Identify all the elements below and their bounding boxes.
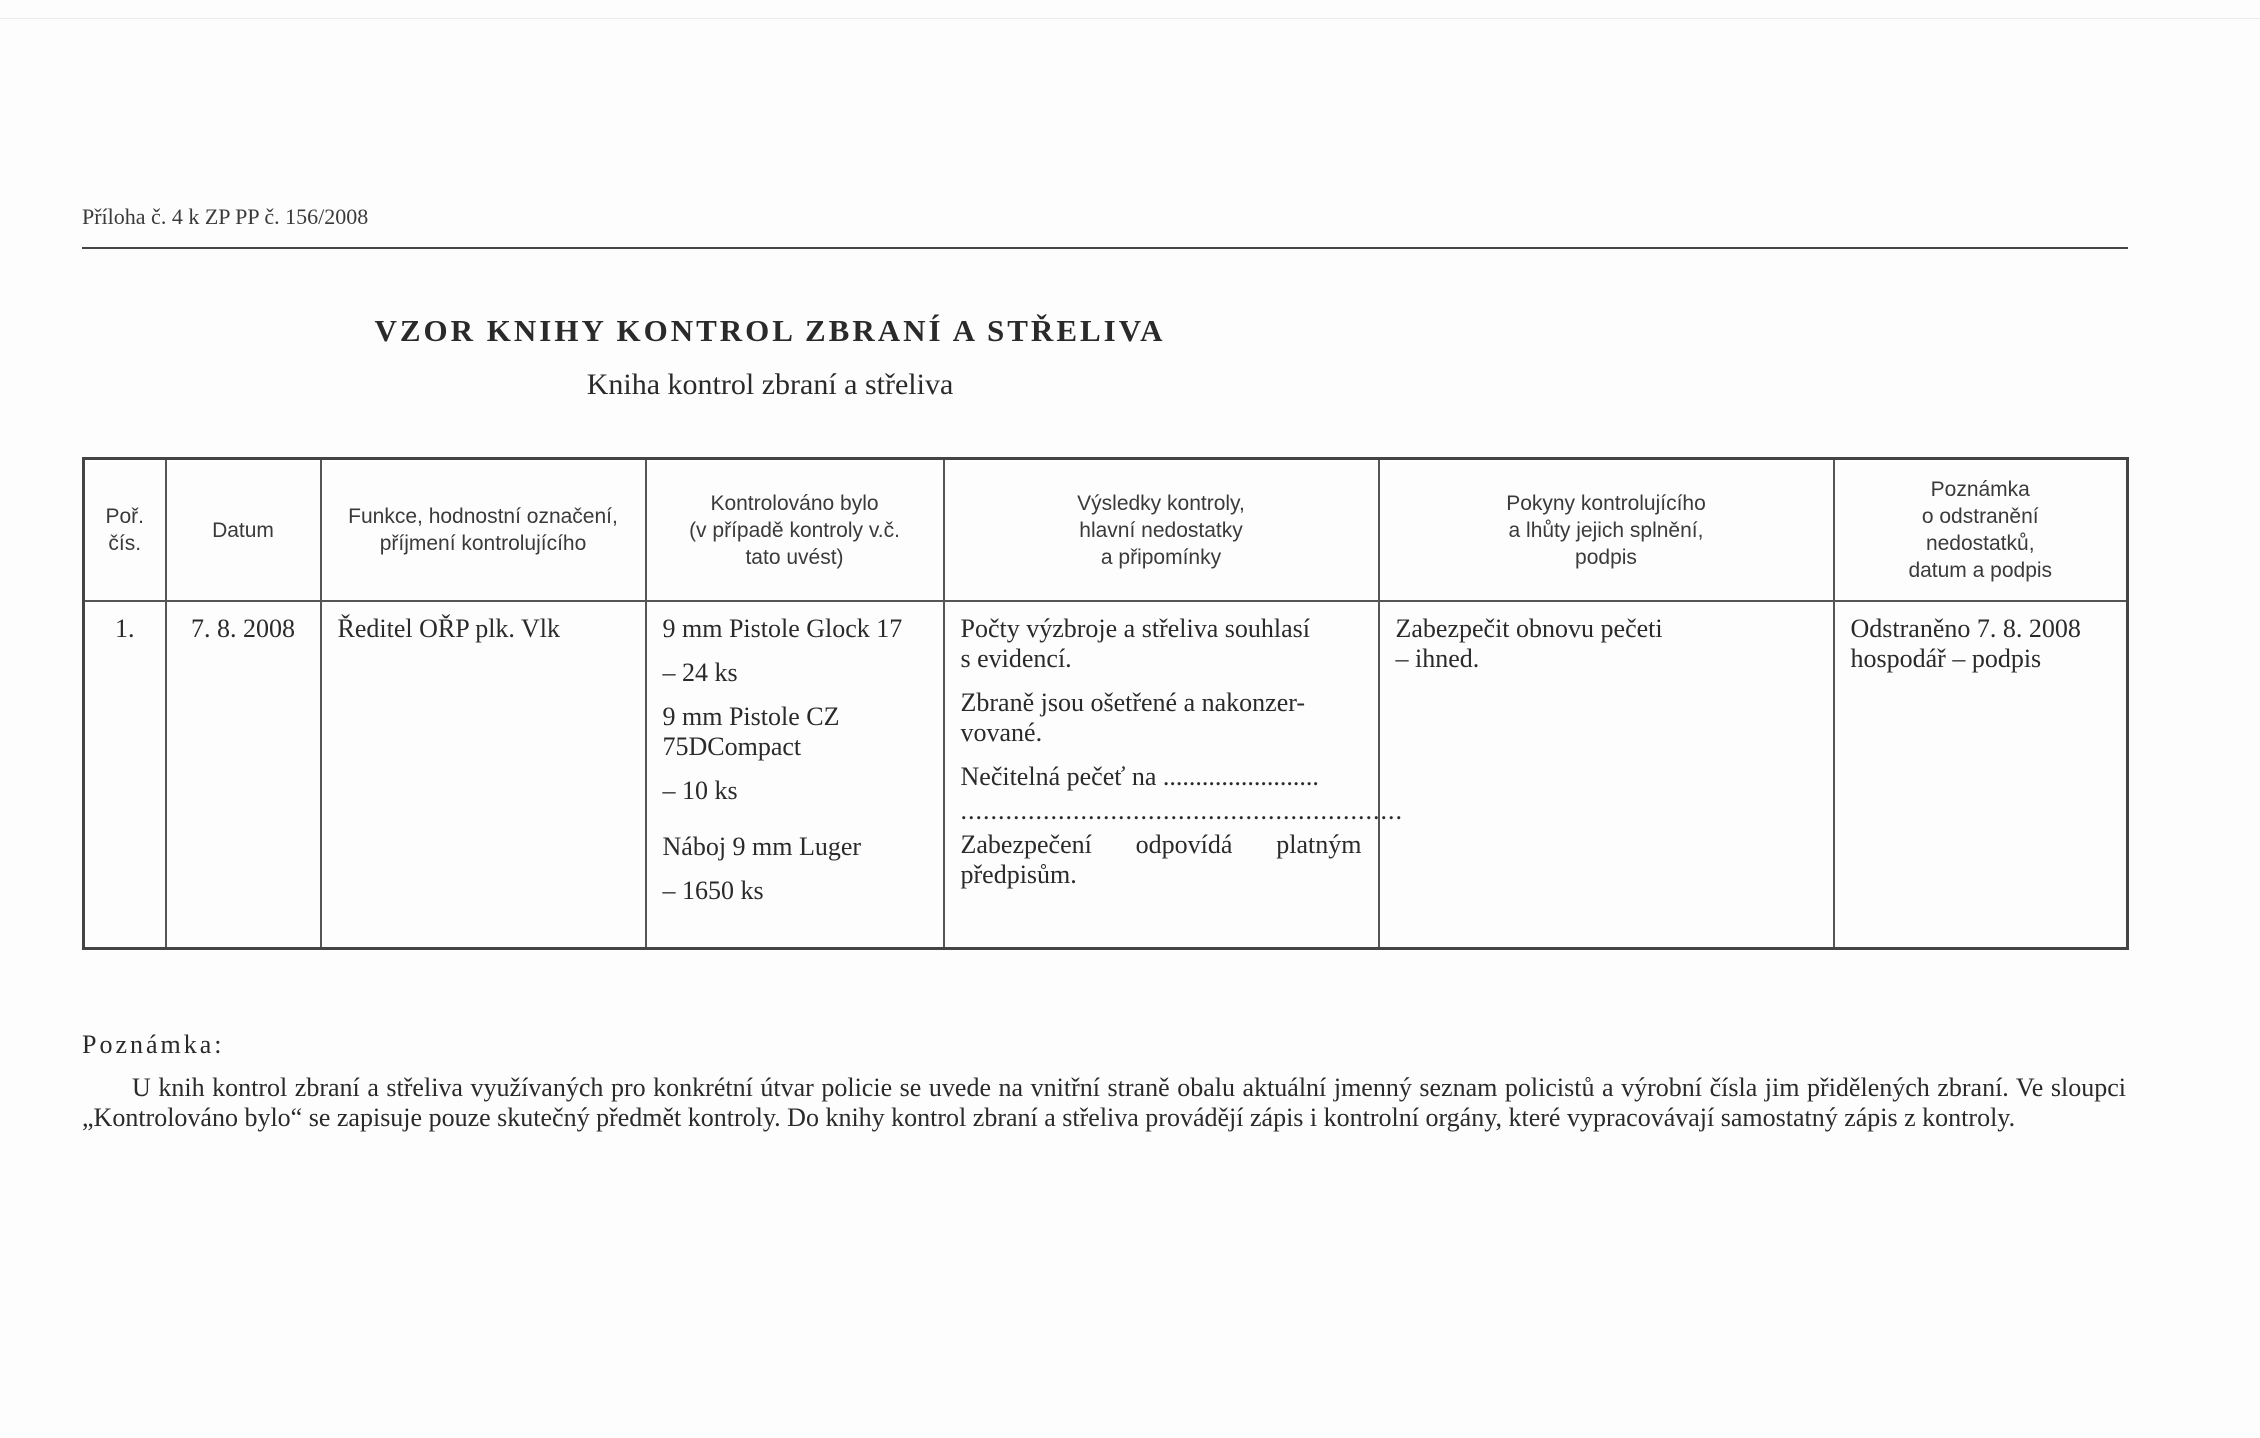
result-seal: Nečitelná pečeť na ........................ <box>960 762 1319 791</box>
column-header-results: Výsledky kontroly, hlavní nedostatky a připomínky <box>944 459 1379 602</box>
result-dotted-line: ........................................................... <box>960 796 1403 825</box>
header-divider <box>82 247 2128 249</box>
row-instructions: Zabezpečit obnovu pečeti – ihned. <box>1379 601 1834 949</box>
column-header-date: Datum <box>166 459 321 602</box>
result-security-line2: předpisům. <box>960 860 1077 889</box>
row-checked-items <box>646 601 944 949</box>
checked-qty-ammo: – 1650 ks <box>662 876 764 905</box>
table-header-row <box>84 459 2128 602</box>
checked-item-ammo: Náboj 9 mm Luger <box>662 832 862 861</box>
column-header-number: Poř. čís. <box>84 459 166 602</box>
inspection-book-table <box>82 457 2129 950</box>
row-results <box>944 601 1403 949</box>
document-subtitle: Kniha kontrol zbraní a střeliva <box>586 368 954 401</box>
result-security-line1: Zabezpečení odpovídá platným <box>960 830 1362 859</box>
result-weapons-state: Zbraně jsou ošetřené a nakonzer- vované. <box>960 688 1306 747</box>
page-top-edge <box>0 0 2260 19</box>
table-row <box>84 601 2128 949</box>
document-reference: Příloha č. 4 k ZP PP č. 156/2008 <box>82 204 369 229</box>
row-remark: Odstraněno 7. 8. 2008 hospodář – podpis <box>1834 601 2128 949</box>
result-counts: Počty výzbroje a střeliva souhlasí s evidencí. <box>960 614 1310 673</box>
note-text: U knih kontrol zbraní a střeliva využívaných pro konkrétní útvar policie se uvede na vnitřní straně obalu aktuální jmenný seznam policistů a výrobní čísla jim přidělených zbraní. Ve sloupci „Kontrolováno bylo“ se zapisuje pouze skutečný předmět kontroly. Do knihy kontrol zbraní a střeliva provádějí zápis i kontrolní orgány, které vypracovávají samostatný zápis z kontroly. <box>82 1073 2126 1132</box>
column-header-inspector: Funkce, hodnostní označení, příjmení kontrolujícího <box>321 459 646 602</box>
column-header-checked: Kontrolováno bylo (v případě kontroly v.č. tato uvést) <box>646 459 944 602</box>
row-date: 7. 8. 2008 <box>166 601 321 949</box>
checked-qty-glock: – 24 ks <box>662 658 738 687</box>
row-inspector: Ředitel OŘP plk. Vlk <box>321 601 646 949</box>
column-header-remark: Poznámka o odstranění nedostatků, datum a podpis <box>1834 459 2128 602</box>
note-heading: Poznámka: <box>82 1030 225 1059</box>
column-header-instructions: Pokyny kontrolujícího a lhůty jejich splnění, podpis <box>1379 459 1834 602</box>
document-title: VZOR KNIHY KONTROL ZBRANÍ A STŘELIVA <box>374 313 1166 348</box>
checked-item-glock: 9 mm Pistole Glock 17 <box>662 614 903 643</box>
checked-item-cz: 9 mm Pistole CZ 75DCompact <box>662 702 840 761</box>
row-number: 1. <box>84 601 166 949</box>
checked-qty-cz: – 10 ks <box>662 776 738 805</box>
